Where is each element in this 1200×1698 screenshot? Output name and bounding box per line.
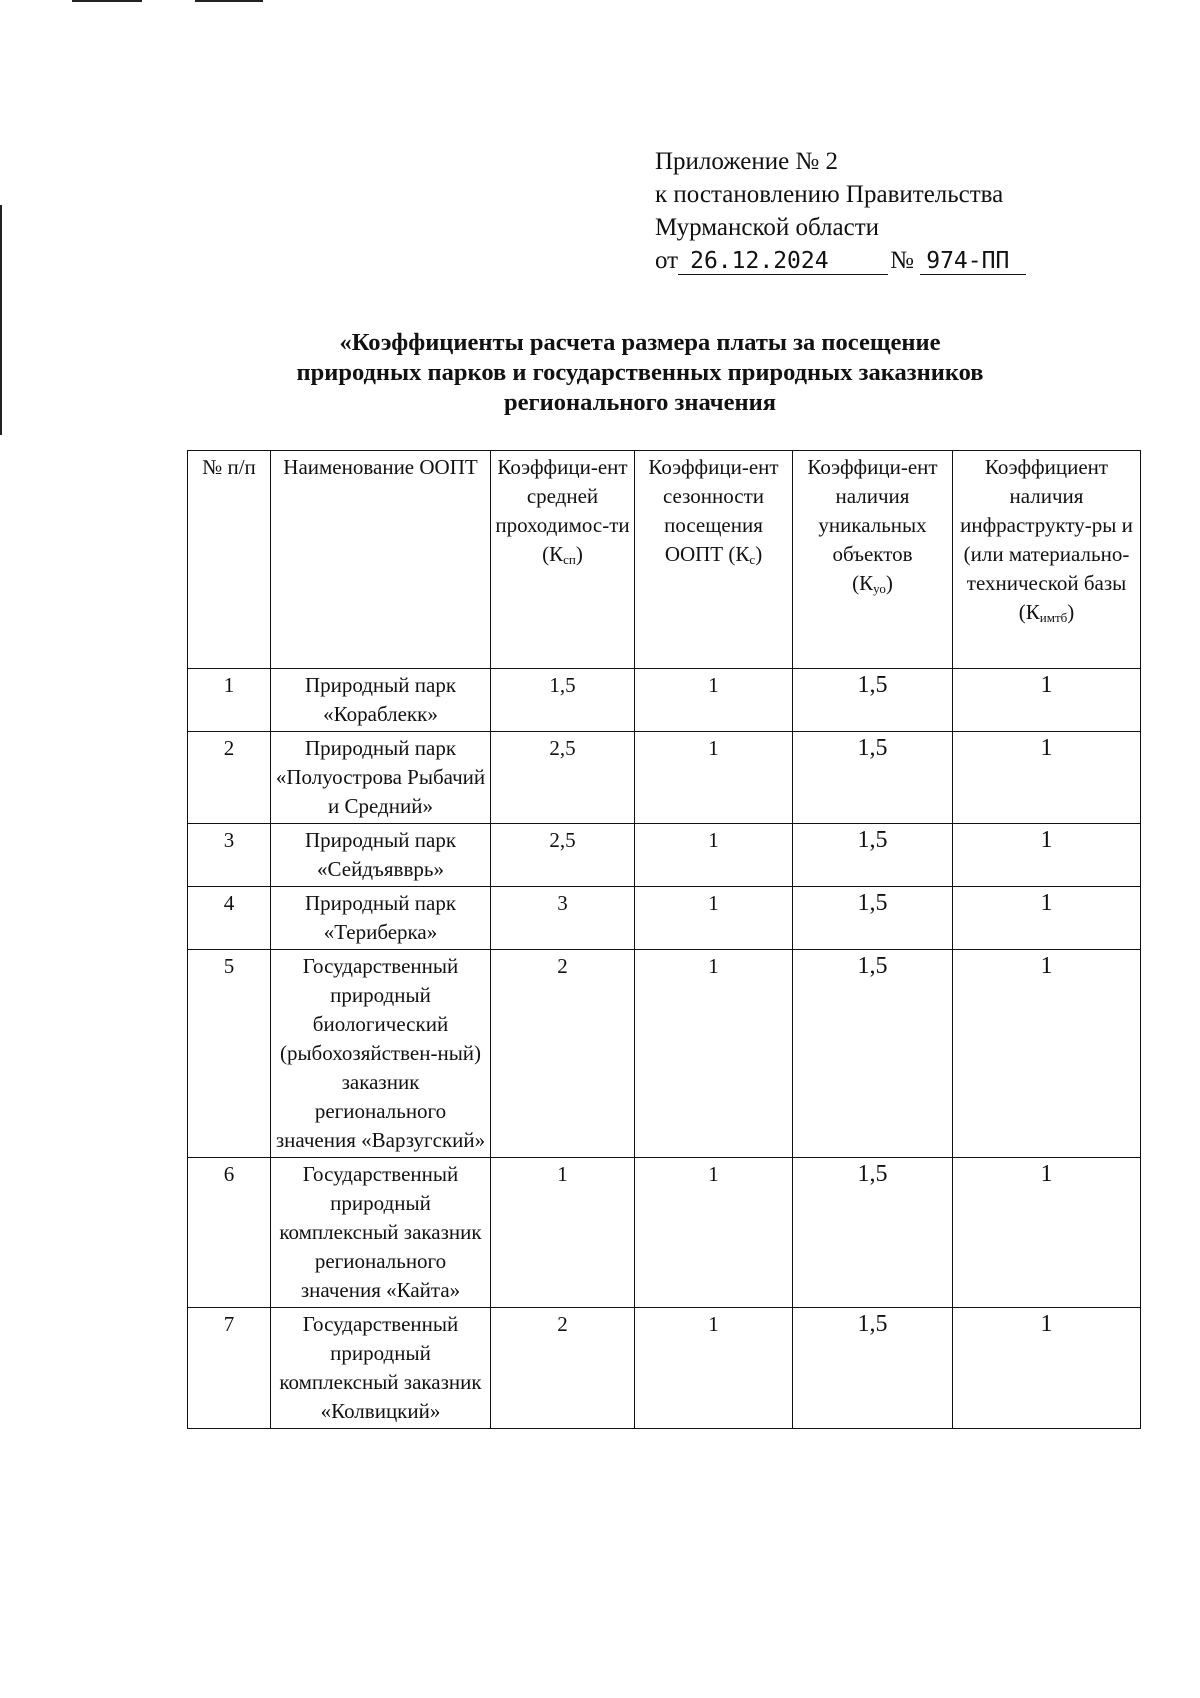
title-line-1: «Коэффициенты расчета размера платы за посещение	[339, 329, 941, 356]
cell-k-s: 1	[635, 1158, 793, 1308]
appendix-header	[655, 145, 1026, 277]
table-row	[188, 824, 1141, 887]
cell-num: 3	[188, 824, 271, 887]
header-k-s: Коэффици-ент сезонности посещения ООПТ $(К_с)$	[635, 451, 793, 669]
cell-k-imtb: 1	[953, 824, 1141, 887]
resolution-date: 26.12.2024	[678, 248, 888, 275]
cell-k-imtb: 1	[953, 950, 1141, 1158]
cell-k-sp: 1	[491, 1158, 635, 1308]
cell-k-imtb: 1	[953, 669, 1141, 732]
scan-artifact-top-2	[195, 0, 263, 2]
header-num: № п/п	[188, 451, 271, 669]
cell-num: 6	[188, 1158, 271, 1308]
header-k-sp: Коэффици-ент средней проходимос-ти $(К_{сп})$	[491, 451, 635, 669]
cell-num: 7	[188, 1308, 271, 1429]
table-header-row	[188, 451, 1141, 669]
table-row	[188, 1158, 1141, 1308]
scan-artifact-left-edge	[0, 205, 2, 435]
header-k-uo: Коэффици-ент наличия уникальных объектов $(К_{уо})$	[793, 451, 953, 669]
table-row	[188, 669, 1141, 732]
cell-k-uo: 1,5	[793, 732, 953, 824]
cell-k-uo: 1,5	[793, 669, 953, 732]
cell-k-uo: 1,5	[793, 824, 953, 887]
cell-name: Природный парк «Териберка»	[271, 887, 491, 950]
table-row	[188, 1308, 1141, 1429]
table-row	[188, 732, 1141, 824]
cell-k-sp: 2,5	[491, 824, 635, 887]
cell-num: 4	[188, 887, 271, 950]
cell-k-s: 1	[635, 732, 793, 824]
scan-artifact-top-1	[72, 0, 142, 2]
cell-name: Государственный природный биологический (рыбохозяйствен-ный) заказник регионального значения «Варзугский»	[271, 950, 491, 1158]
title-line-3: регионального значения	[504, 389, 776, 416]
number-sign: №	[890, 247, 914, 274]
cell-k-imtb: 1	[953, 887, 1141, 950]
cell-k-uo: 1,5	[793, 1158, 953, 1308]
appendix-date-line	[655, 244, 1026, 277]
cell-name: Природный парк «Сейдъявврь»	[271, 824, 491, 887]
cell-k-sp: 3	[491, 887, 635, 950]
cell-k-s: 1	[635, 1308, 793, 1429]
appendix-label: Приложение № 2	[655, 148, 839, 175]
cell-k-imtb: 1	[953, 732, 1141, 824]
cell-k-sp: 2,5	[491, 732, 635, 824]
cell-k-s: 1	[635, 669, 793, 732]
cell-num: 2	[188, 732, 271, 824]
cell-name: Государственный природный комплексный заказник «Колвицкий»	[271, 1308, 491, 1429]
cell-k-uo: 1,5	[793, 950, 953, 1158]
cell-k-imtb: 1	[953, 1308, 1141, 1429]
cell-num: 5	[188, 950, 271, 1158]
cell-k-s: 1	[635, 824, 793, 887]
resolution-number: 974-ПП	[920, 248, 1026, 275]
header-k-imtb: Коэффициент наличия инфраструкту-ры и (или материально-технической базы $(К_{имтб})$	[953, 451, 1141, 669]
cell-num: 1	[188, 669, 271, 732]
cell-k-sp: 2	[491, 1308, 635, 1429]
cell-name: Государственный природный комплексный заказник регионального значения «Кайта»	[271, 1158, 491, 1308]
cell-k-sp: 2	[491, 950, 635, 1158]
coefficients-table	[187, 450, 1141, 1429]
cell-k-uo: 1,5	[793, 1308, 953, 1429]
header-name: Наименование ООПТ	[271, 451, 491, 669]
cell-k-sp: 1,5	[491, 669, 635, 732]
table-row	[188, 950, 1141, 1158]
cell-name: Природный парк «Кораблекк»	[271, 669, 491, 732]
title-line-2: природных парков и государственных природных заказников	[296, 359, 984, 386]
cell-k-s: 1	[635, 887, 793, 950]
cell-k-s: 1	[635, 950, 793, 1158]
document-title	[190, 328, 1090, 418]
date-prefix: от	[655, 247, 679, 274]
cell-name: Природный парк «Полуострова Рыбачий и Средний»	[271, 732, 491, 824]
cell-k-uo: 1,5	[793, 887, 953, 950]
appendix-resolution: к постановлению Правительства	[655, 181, 1004, 208]
cell-k-imtb: 1	[953, 1158, 1141, 1308]
table-row	[188, 887, 1141, 950]
appendix-region: Мурманской области	[655, 214, 880, 241]
